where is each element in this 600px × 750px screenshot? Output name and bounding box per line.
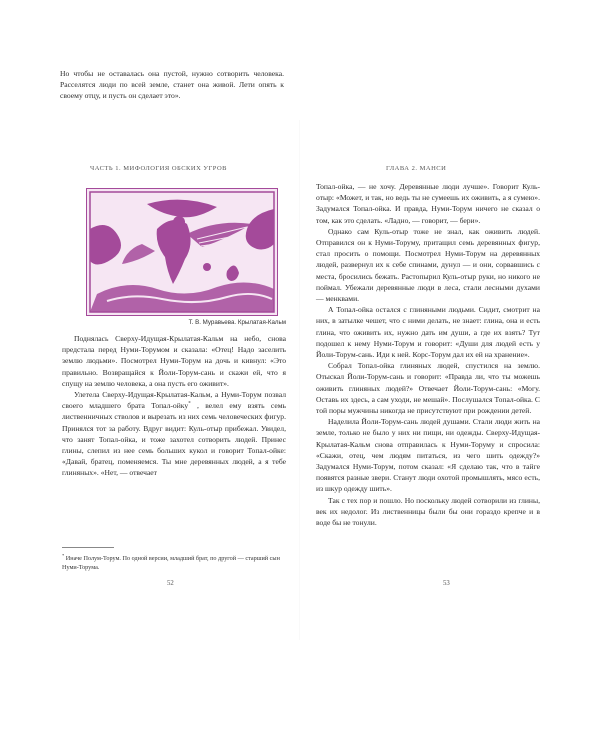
paragraph: Наделила Йоли-Торум-сань людей душами. Стали люди жить на земле, только не было у них ни пищи, ни одежды. Сверху-Идущая-Крылатая-Кальм снова отправилась к Нуми-Торуму и спросила: «Скажи, отец, чем людям питаться, из чего шить одежду?» Задумался Нуми-Торум, потом сказал: «Я сделаю так, что в тайге появятся разные звери. Станут люди охотой промышлять, мясо есть, из шкур одежду шить». [316, 417, 540, 494]
paragraph-text: , велел ему взять семь лиственничных стволов и вырезать из них семь человеческих фигур. Принялся тот за работу. Вдруг видит: Куль-отыр прибежал. Увидел, что занят Топал-ойка, и тоже захотел сотворить людей. Принес глины, слепил из нее семь больших кукол и говорит Топал-ойке: «Давай, братец, поменяемся. Ты мне деревянных людей, а я тебе глиняных». «Нет, — отвечает [62, 401, 287, 478]
right-running-head: ГЛАВА 2. МАНСИ [386, 165, 447, 172]
footnote-divider [62, 547, 114, 548]
footnote [62, 552, 286, 572]
illustration-caption: Т. В. Муравьева. Крылатая-Кальм [188, 319, 286, 326]
paragraph: Поднялась Сверху-Идущая-Крылатая-Кальм на небо, снова предстала перед Нуми-Торумом и сказала: «Отец! Надо заселить землю людьми». Посмотрел Нуми-Торум на дочь и кивнул: «Это правильно. Возвращайся к Йоли-Торум-сань и скажи ей, что я спущу на землю человека, а она пусть его оживит». [62, 334, 286, 388]
illustration-drawing [87, 189, 277, 315]
paragraph: Однако сам Куль-отыр тоже не знал, как оживить людей. Отправился он к Нуми-Торуму, притащил семь деревянных фигур, стал просить о помощи. Посмотрел Нуми-Торум на деревянных людей, развернул их к себе спинами, дунул — и они, сорвавшись с места, бросились бежать. Растопырил Куль-отыр руки, но никого не поймал. Убежали деревянные люди в леса, стали лесными духами — менквами. [316, 226, 540, 304]
right-body-text [316, 181, 540, 528]
page-number-left: 52 [167, 580, 174, 587]
page-number-right: 53 [443, 580, 450, 587]
paragraph: Топал-ойка, — не хочу. Деревянные люди лучше». Говорит Куль-отыр: «Может, и так, но ведь ты не сумеешь их оживить, а я сумею». Задумался Топал-ойка. И правда, Нуми-Торум ничего не сказал о том, как это сделать. «Ладно, — говорит, — бери». [316, 182, 540, 225]
illustration-kalm [86, 188, 278, 316]
footnote-text: Иначе Полум-Торум. По одной версии, младший брат, по другой — старший сын Нуми-Торума. [62, 555, 280, 571]
paragraph: Так с тех пор и пошло. Но поскольку людей сотворили из глины, век их недолог. Из лиственницы были бы они гораздо крепче и в воде бы не тонули. [316, 495, 540, 528]
paragraph-text: Улетела Сверху-Идущая-Крылатая-Кальм, а Нуми-Торум позвал своего младшего брата Топал-ойку [62, 390, 286, 411]
paragraph [62, 389, 286, 479]
left-running-head: ЧАСТЬ 1. МИФОЛОГИЯ ОБСКИХ УГРОВ [90, 165, 227, 172]
right-page [300, 0, 600, 750]
left-top-text: Но чтобы не оставалась она пустой, нужно сотворить человека. Расселятся люди по всей земле, станет она живой. Лети опять к своему отцу, и пусть он сделает это». [60, 69, 284, 101]
footnote-marker: * [188, 401, 191, 407]
paragraph: Собрал Топал-ойка глиняных людей, спустился на землю. Отыскал Йоли-Торум-сань и говорит: «Правда ли, что ты можешь оживить глиняных людей?» Отвечает Йоли-Торум-сань: «Могу. Оставь их здесь, а сам уходи, не мешай». Послушался Топал-ойка. С той поры мужчины никогда не присутствуют при рождении детей. [316, 361, 540, 416]
paragraph: А Топал-ойка остался с глиняными людьми. Сидит, смотрит на них, в затылке чешет, что с ними делать, не знает: глина, она и есть глина, что оживить их, нужно дать им души, а где их взять? Тут подошел к нему Нуми-Торум и говорит: «Души для людей есть у Йоли-Торум-сань. Иди к ней. Корс-Торум дал их ей на хранение». [316, 305, 540, 360]
footnote-marker: * [62, 553, 65, 558]
left-body-text [62, 333, 286, 479]
